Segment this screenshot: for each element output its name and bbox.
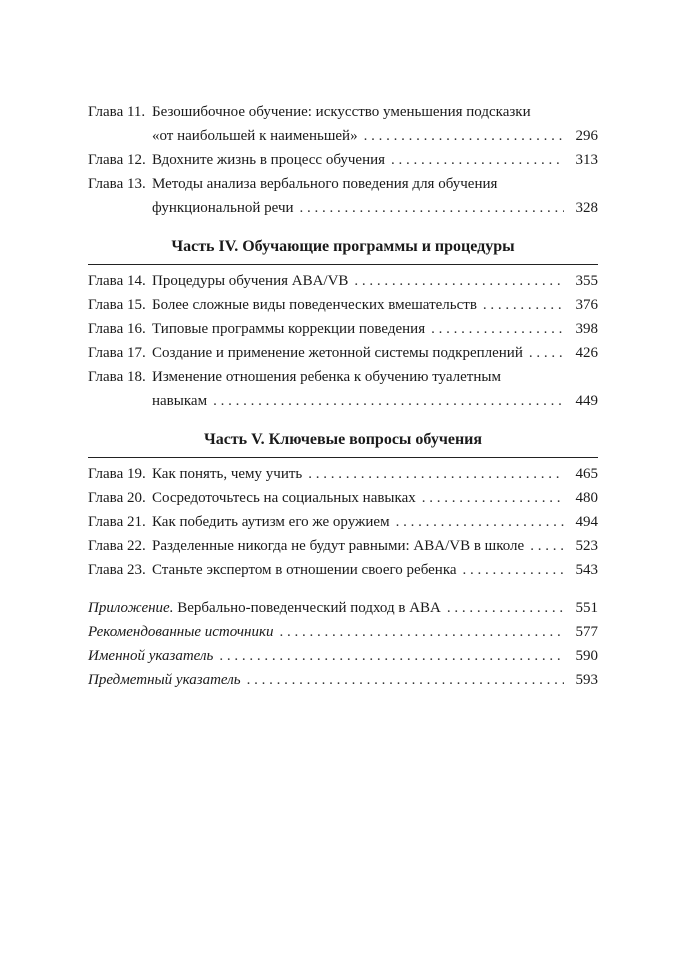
appendix-title: Именной указатель bbox=[88, 648, 214, 664]
page-number: 551 bbox=[575, 600, 598, 616]
chapter-title: Безошибочное обучение: искусство уменьшения подсказки bbox=[152, 104, 531, 120]
chapter-label: Глава 17. bbox=[88, 345, 146, 361]
chapter-title: Типовые программы коррекции поведения bbox=[152, 321, 426, 337]
toc-entry-ch12[interactable] bbox=[88, 148, 598, 172]
dot-leader bbox=[219, 644, 564, 668]
appendix-title: Рекомендованные источники bbox=[88, 624, 274, 640]
chapter-title-cont: функциональной речи bbox=[152, 200, 294, 216]
page-number: 480 bbox=[575, 490, 598, 506]
page-number: 590 bbox=[575, 648, 598, 664]
page-number: 523 bbox=[575, 538, 598, 554]
chapter-title: Вдохните жизнь в процесс обучения bbox=[152, 152, 386, 168]
chapter-label: Глава 15. bbox=[88, 297, 146, 313]
page-number: 494 bbox=[575, 514, 598, 530]
dot-leader bbox=[280, 620, 565, 644]
chapter-title: Разделенные никогда не будут равными: ABA/VB в школе bbox=[152, 538, 525, 554]
toc-entry-ch19[interactable] bbox=[88, 462, 598, 486]
chapter-title: Сосредоточьтесь на социальных навыках bbox=[152, 490, 416, 506]
chapter-label: Глава 22. bbox=[88, 538, 146, 554]
toc-entry-ch13-cont[interactable] bbox=[88, 196, 598, 220]
dot-leader bbox=[213, 389, 564, 413]
chapter-title: Процедуры обучения ABA/VB bbox=[152, 273, 349, 289]
dot-leader bbox=[530, 534, 564, 558]
chapter-title: Как понять, чему учить bbox=[152, 466, 303, 482]
chapter-label: Глава 16. bbox=[88, 321, 146, 337]
toc-entry-ch13[interactable] bbox=[88, 172, 598, 196]
toc-entry-ch17[interactable] bbox=[88, 341, 598, 365]
toc-entry-ch18[interactable] bbox=[88, 365, 598, 389]
toc-entry-ch14[interactable] bbox=[88, 269, 598, 293]
toc-entry-subject-index[interactable] bbox=[88, 668, 598, 692]
page-number: 376 bbox=[575, 297, 598, 313]
page-number: 577 bbox=[575, 624, 598, 640]
appendix-title: Приложение. Вербально-поведенческий подход в ABA bbox=[88, 600, 441, 616]
dot-leader bbox=[463, 558, 564, 582]
toc-entry-ch20[interactable] bbox=[88, 486, 598, 510]
chapter-title-cont: навыкам bbox=[152, 393, 208, 409]
chapter-label: Глава 23. bbox=[88, 562, 146, 578]
toc-entry-recommended-sources[interactable] bbox=[88, 620, 598, 644]
dot-leader bbox=[422, 486, 564, 510]
toc-entry-ch22[interactable] bbox=[88, 534, 598, 558]
divider bbox=[88, 457, 598, 458]
chapter-title-cont: «от наибольшей к наименьшей» bbox=[152, 128, 358, 144]
dot-leader bbox=[308, 462, 564, 486]
page-number: 426 bbox=[575, 345, 598, 361]
chapter-title: Более сложные виды поведенческих вмешательств bbox=[152, 297, 477, 313]
page-number: 465 bbox=[575, 466, 598, 482]
page-number: 296 bbox=[575, 128, 598, 144]
page-number: 543 bbox=[575, 562, 598, 578]
dot-leader bbox=[391, 148, 564, 172]
dot-leader bbox=[529, 341, 564, 365]
dot-leader bbox=[364, 124, 564, 148]
dot-leader bbox=[483, 293, 564, 317]
toc-entry-name-index[interactable] bbox=[88, 644, 598, 668]
page-number: 355 bbox=[575, 273, 598, 289]
chapter-label: Глава 13. bbox=[88, 176, 146, 192]
chapter-title: Как победить аутизм его же оружием bbox=[152, 514, 390, 530]
chapter-title: Станьте экспертом в отношении своего ребенка bbox=[152, 562, 457, 578]
toc-entry-ch16[interactable] bbox=[88, 317, 598, 341]
toc-entry-ch18-cont[interactable] bbox=[88, 389, 598, 413]
toc-entry-appendix[interactable] bbox=[88, 596, 598, 620]
part-5-title: Часть V. Ключевые вопросы обучения bbox=[203, 431, 483, 448]
chapter-label: Глава 19. bbox=[88, 466, 146, 482]
dot-leader bbox=[300, 196, 564, 220]
page-number: 449 bbox=[575, 393, 598, 409]
chapter-title: Изменение отношения ребенка к обучению туалетным bbox=[152, 369, 501, 385]
chapter-label: Глава 18. bbox=[88, 369, 146, 385]
page-number: 328 bbox=[575, 200, 598, 216]
toc-entry-ch15[interactable] bbox=[88, 293, 598, 317]
dot-leader bbox=[247, 668, 564, 692]
appendix-title: Предметный указатель bbox=[88, 672, 241, 688]
chapter-title: Создание и применение жетонной системы подкреплений bbox=[152, 345, 523, 361]
dot-leader bbox=[431, 317, 564, 341]
divider bbox=[88, 264, 598, 265]
toc-entry-ch21[interactable] bbox=[88, 510, 598, 534]
toc-entry-ch23[interactable] bbox=[88, 558, 598, 582]
chapter-label: Глава 11. bbox=[88, 104, 146, 120]
chapter-label: Глава 21. bbox=[88, 514, 146, 530]
page-number: 593 bbox=[575, 672, 598, 688]
part-4-title: Часть IV. Обучающие программы и процедуры bbox=[171, 238, 515, 255]
chapter-label: Глава 12. bbox=[88, 152, 146, 168]
table-of-contents bbox=[88, 100, 598, 692]
toc-entry-ch11[interactable] bbox=[88, 100, 598, 124]
chapter-title: Методы анализа вербального поведения для обучения bbox=[152, 176, 498, 192]
page-number: 398 bbox=[575, 321, 598, 337]
page-number: 313 bbox=[575, 152, 598, 168]
dot-leader bbox=[354, 269, 564, 293]
dot-leader bbox=[447, 596, 564, 620]
chapter-label: Глава 14. bbox=[88, 273, 146, 289]
chapter-label: Глава 20. bbox=[88, 490, 146, 506]
dot-leader bbox=[396, 510, 564, 534]
toc-entry-ch11-cont[interactable] bbox=[88, 124, 598, 148]
